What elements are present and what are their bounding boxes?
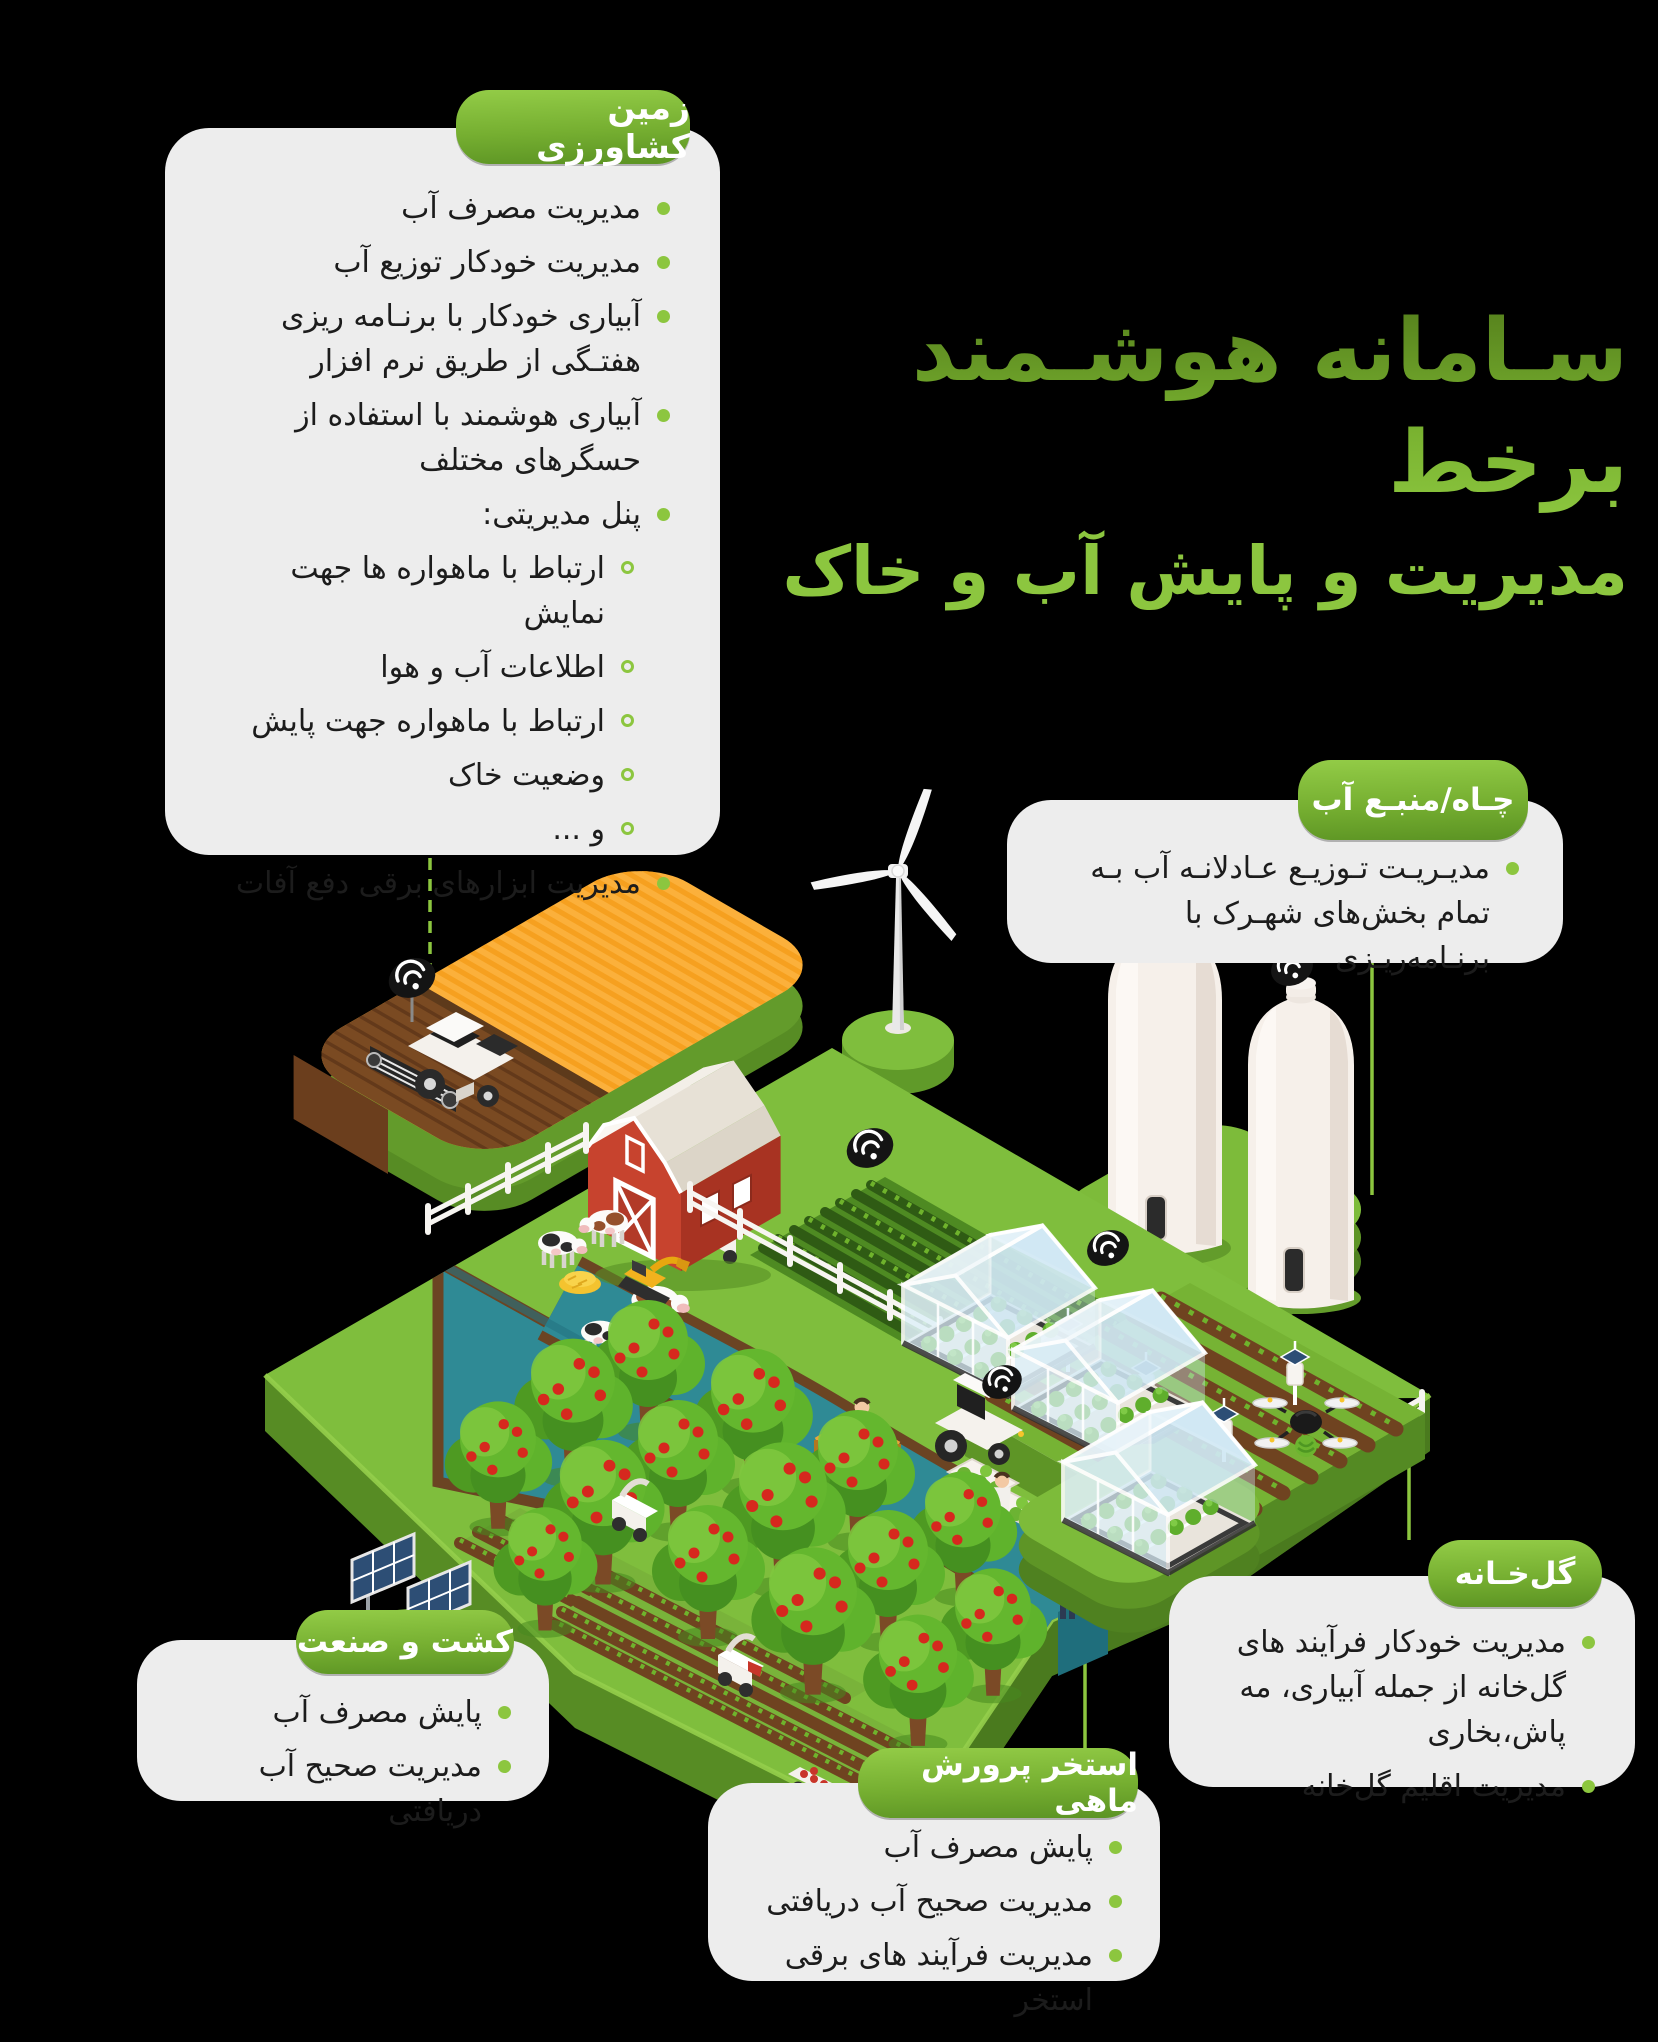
list-sub-item: ارتباط با ماهواره جهت پایش xyxy=(201,699,670,744)
callout-greenhouse xyxy=(1169,1576,1635,1804)
title-line-2: مدیریت و پایش آب و خاک xyxy=(782,531,1628,610)
badge-farm-land: زمین کشاورزی xyxy=(456,90,690,164)
bullet-dot-icon xyxy=(1109,1895,1122,1908)
list-item: مدیریت فرآیند های برقی استخر xyxy=(732,1933,1122,2023)
list-item: مدیریت خودکار توزیع آب xyxy=(201,240,670,285)
list-item: مدیریت اقلیم گل‌خانه xyxy=(1195,1764,1595,1809)
bullet-dot-icon xyxy=(657,877,670,890)
list-item: آبیاری هوشمند با استفاده از حسگرهای مختلف xyxy=(201,393,670,483)
badge-fish-pool: استخر پرورش ماهی xyxy=(858,1748,1138,1818)
bullet-ring-icon xyxy=(621,561,634,574)
bullet-dot-icon xyxy=(1582,1780,1595,1793)
list-item: پایش مصرف آب xyxy=(732,1825,1122,1870)
bullet-dot-icon xyxy=(657,508,670,521)
bullet-dot-icon xyxy=(1506,862,1519,875)
bullet-dot-icon xyxy=(657,310,670,323)
bullet-ring-icon xyxy=(621,822,634,835)
list-sub-item: وضعیت خاک xyxy=(201,753,670,798)
list-item: مدیریت مصرف آب xyxy=(201,186,670,231)
bullet-dot-icon xyxy=(657,256,670,269)
list-sub-item: و ... xyxy=(201,807,670,852)
list-sub-item: اطلاعات آب و هوا xyxy=(201,645,670,690)
bullet-dot-icon xyxy=(498,1760,511,1773)
title-line-1: سـامانه هوشـمند برخط xyxy=(748,296,1628,520)
list-sub-item: ارتباط با ماهواره ها جهت نمایش xyxy=(201,546,670,636)
bullet-ring-icon xyxy=(621,768,634,781)
list-item: مدیـریـت تـوزیـع عـادلانـه آب بـه تمام بخش‌های شهـرک با برنـامه‌ریـزی xyxy=(1037,846,1519,981)
list-item: آبیاری خودکار با برنـامه ریزی هفتـگی از طریق نرم افزار xyxy=(201,294,670,384)
badge-water-source: چـاه/منبـع آب xyxy=(1298,760,1528,840)
badge-agro-industry: کشت و صنعت xyxy=(296,1610,514,1674)
bullet-dot-icon xyxy=(1109,1949,1122,1962)
bullet-ring-icon xyxy=(621,660,634,673)
list-item: پنل مدیریتی: xyxy=(201,492,670,537)
list-item: مدیریت خودکار فرآیند های گل‌خانه از جمله آبیاری، مه پاش،بخاری xyxy=(1195,1620,1595,1755)
list-item: مدیریت صحیح آب دریافتی xyxy=(161,1744,511,1834)
list-item: مدیریت صحیح آب دریافتی xyxy=(732,1879,1122,1924)
silo-right xyxy=(1248,977,1354,1309)
list-item: مدیریت ابزارهای برقی دفع آفات xyxy=(201,861,670,906)
bullet-dot-icon xyxy=(657,202,670,215)
page-title xyxy=(748,296,1628,615)
callout-farm-land xyxy=(165,128,720,901)
wind-turbine-icon xyxy=(810,787,958,1094)
list-item: پایش مصرف آب xyxy=(161,1690,511,1735)
bullet-dot-icon xyxy=(657,409,670,422)
bullet-dot-icon xyxy=(1582,1636,1595,1649)
badge-greenhouse: گل‌خـانه xyxy=(1428,1540,1602,1607)
bullet-dot-icon xyxy=(1109,1841,1122,1854)
bullet-ring-icon xyxy=(621,714,634,727)
bullet-dot-icon xyxy=(498,1706,511,1719)
